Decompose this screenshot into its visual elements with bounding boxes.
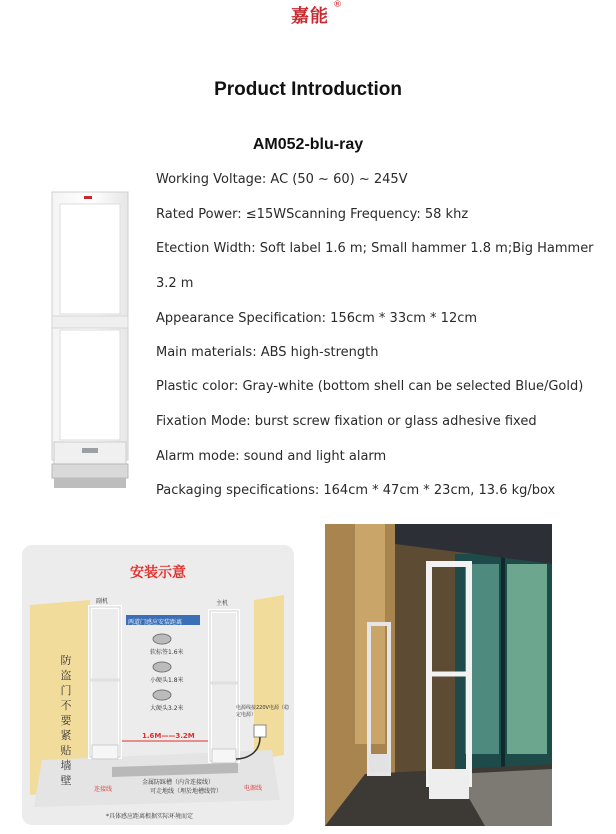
product-gate-image <box>50 190 130 496</box>
distance-label: 1.6M——3.2M <box>142 732 195 740</box>
right-unit-label: 主机 <box>216 600 229 607</box>
spec-fixation-mode: Fixation Mode: burst screw fixation or glass adhesive fixed <box>156 414 537 429</box>
tag-soft-label: 软标签1.6米 <box>150 649 184 656</box>
spec-alarm-mode: Alarm mode: sound and light alarm <box>156 449 387 464</box>
registered-mark: ® <box>333 0 342 10</box>
installed-gate-photo <box>325 524 552 826</box>
connecting-cable-label: 连接线 <box>94 786 113 793</box>
installation-footnote: *具体感应距离根据实际环境而定 <box>106 813 194 820</box>
tag-big-hammer-label: 大硬头3.2米 <box>150 705 184 712</box>
installation-diagram <box>22 545 294 825</box>
installation-side-note: 防盗门不要紧贴墙壁 <box>60 654 72 787</box>
spec-plastic-color: Plastic color: Gray-white (bottom shell can be selected Blue/Gold) <box>156 379 584 394</box>
left-unit-label: 副机 <box>96 598 109 605</box>
spec-packaging: Packaging specifications: 164cm * 47cm * 23cm, 13.6 kg/box <box>156 483 556 498</box>
tag-small-hammer-label: 小硬头1.8米 <box>150 677 184 684</box>
spec-materials: Main materials: ABS high-strength <box>156 345 379 360</box>
power-note: 电源线接220V电源（稳定电源） <box>236 705 289 718</box>
power-cable-label: 电源线 <box>244 785 263 792</box>
spec-working-voltage: Working Voltage: AC (50 ~ 60) ~ 245V <box>156 172 408 187</box>
logo-text: 嘉能 <box>291 6 329 27</box>
ground-wire-note: 可走地线（埋於地槽线管） <box>150 788 223 795</box>
spec-detection-width: Etection Width: Soft label 1.6 m; Small hammer 1.8 m;Big Hammer <box>156 241 594 256</box>
spec-detection-width-cont: 3.2 m <box>156 276 194 291</box>
brand-logo <box>270 2 350 28</box>
installation-title: 安装示意 <box>130 565 186 581</box>
page-title: Product Introduction <box>214 79 402 100</box>
spec-rated-power: Rated Power: ≤15WScanning Frequency: 58 khz <box>156 207 469 222</box>
cable-channel-note: 金属防踩槽（内含连接线） <box>142 779 215 786</box>
spec-appearance: Appearance Specification: 156cm * 33cm * 12cm <box>156 311 478 326</box>
center-sign-label: 两道门感应安装距离 <box>128 619 183 626</box>
model-name: AM052-blu-ray <box>252 136 364 153</box>
